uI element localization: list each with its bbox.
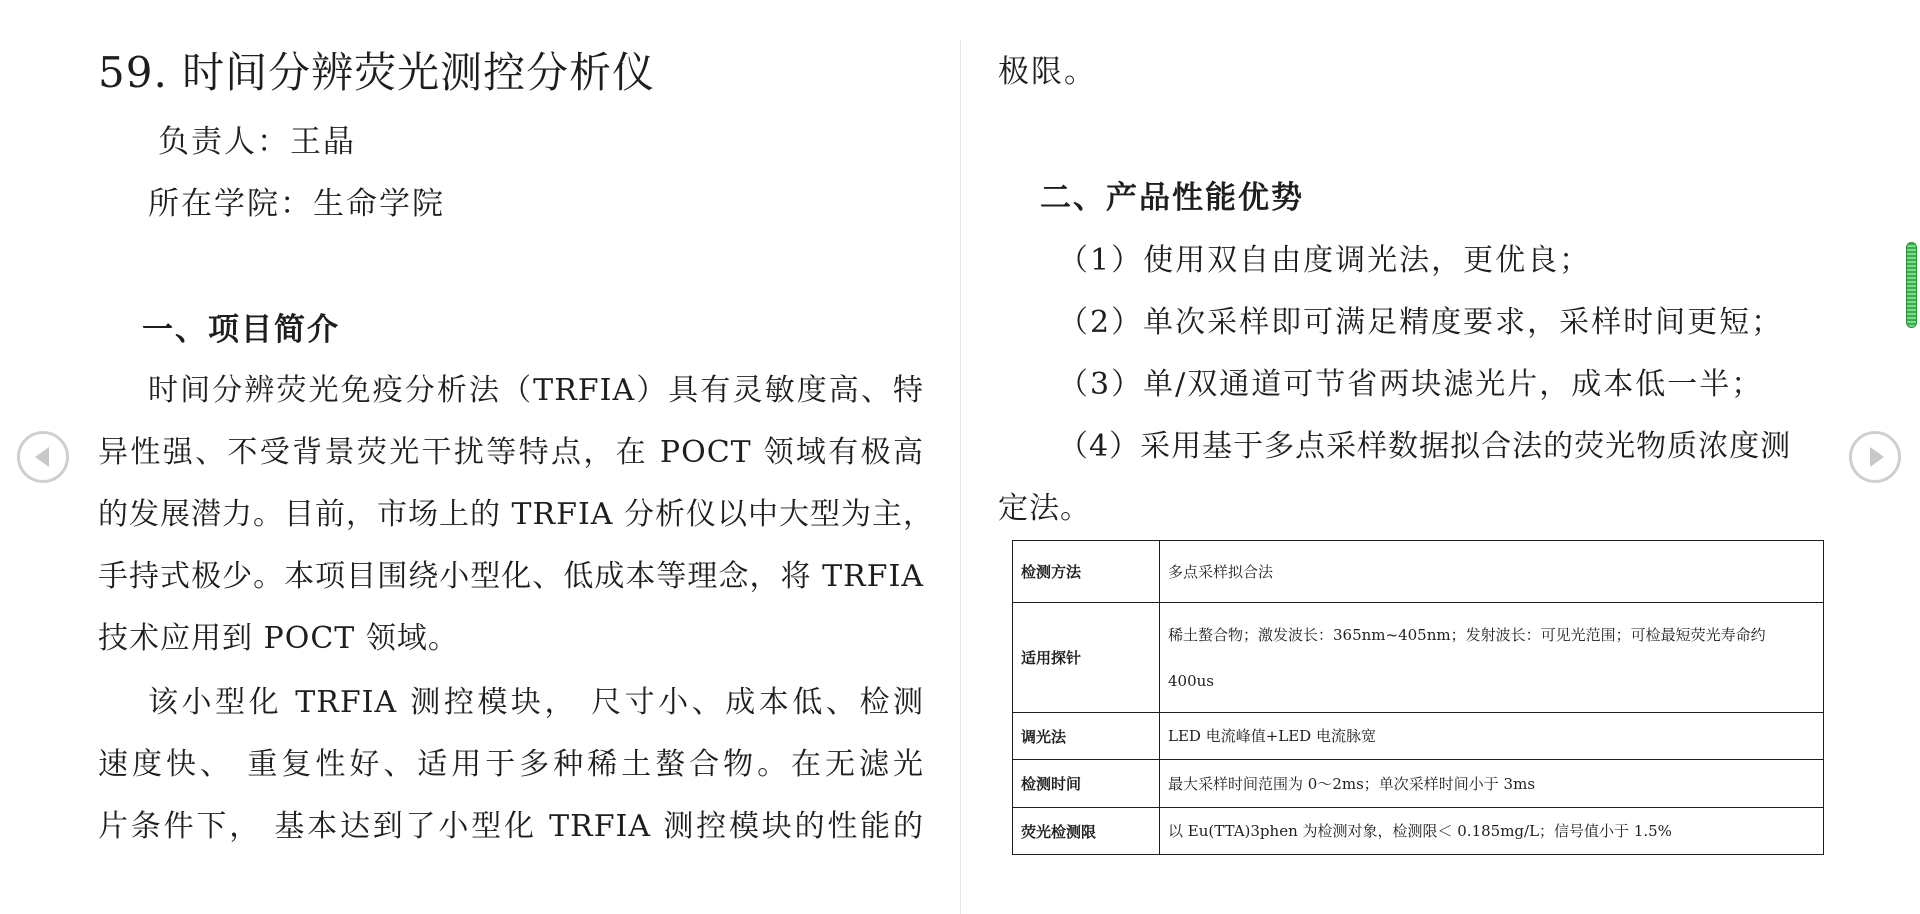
table-row xyxy=(1013,603,1824,713)
table-label-cell: 检测时间 xyxy=(1013,760,1160,808)
table-row xyxy=(1013,760,1824,808)
section-heading-advantages: 二、产品性能优势 xyxy=(1040,180,1304,216)
table-row xyxy=(1013,541,1824,603)
advantage-item-2: （2）单次采样即可满足精度要求，采样时间更短； xyxy=(1058,305,1784,340)
table-value-line: 稀土螯合物；激发波长：365nm~405nm；发射波长：可见光范围；可检最短荧光寿命约 xyxy=(1168,625,1766,644)
table-row xyxy=(1013,808,1824,855)
table-value-cell: 以 Eu(TTA)3phen 为检测对象，检测限＜ 0.185mg/L；信号值小于 1.5% xyxy=(1160,808,1824,855)
paragraph-line: （4）采用基于多点采样数据拟合法的荧光物质浓度测 xyxy=(1058,429,1792,464)
paragraph-line: 片条件下， 基本达到了小型化 TRFIA 测控模块的性能的 xyxy=(98,809,924,844)
table-value-cell xyxy=(1160,603,1824,713)
prev-page-button[interactable] xyxy=(17,431,69,483)
table-row xyxy=(1013,713,1824,760)
table-value-line: 400us xyxy=(1168,671,1214,690)
table-label-cell: 适用探针 xyxy=(1013,603,1160,713)
intro-paragraph xyxy=(98,360,935,670)
advantage-item-4 xyxy=(998,416,1792,540)
section-heading-intro: 一、项目简介 xyxy=(142,312,340,348)
paragraph-line: 速度快、 重复性好、适用于多种稀土螯合物。在无滤光 xyxy=(98,747,924,782)
table-label-cell: 调光法 xyxy=(1013,713,1160,760)
scrollbar-thumb[interactable] xyxy=(1906,242,1917,328)
table-value-cell: LED 电流峰值+LED 电流脉宽 xyxy=(1160,713,1824,760)
table-value-cell: 最大采样时间范围为 0～2ms；单次采样时间小于 3ms xyxy=(1160,760,1824,808)
advantage-item-3: （3）单/双通道可节省两块滤光片，成本低一半； xyxy=(1058,367,1764,402)
paragraph-line: 异性强、不受背景荧光干扰等特点，在 POCT 领域有极高 xyxy=(98,435,924,470)
paragraph-line: 的发展潜力。目前，市场上的 TRFIA 分析仪以中大型为主， xyxy=(98,497,935,532)
module-paragraph xyxy=(98,672,924,858)
chevron-right-icon xyxy=(1870,447,1884,467)
chevron-left-icon xyxy=(35,447,49,467)
owner-line: 负责人：王晶 xyxy=(158,124,356,160)
advantage-item-1: （1）使用双自由度调光法，更优良； xyxy=(1058,243,1592,278)
page-title: 59. 时间分辨荧光测控分析仪 xyxy=(98,48,656,97)
paragraph-line: 时间分辨荧光免疫分析法（TRFIA）具有灵敏度高、特 xyxy=(148,373,924,408)
paragraph-line: 定法。 xyxy=(998,491,1091,526)
paragraph-line: 该小型化 TRFIA 测控模块， 尺寸小、成本低、检测 xyxy=(148,685,924,720)
continuation-text: 极限。 xyxy=(998,54,1097,90)
spec-table xyxy=(1012,540,1824,855)
paragraph-line: 手持式极少。本项目围绕小型化、低成本等理念，将 TRFIA xyxy=(98,559,924,594)
table-label-cell: 荧光检测限 xyxy=(1013,808,1160,855)
table-label-cell: 检测方法 xyxy=(1013,541,1160,603)
next-page-button[interactable] xyxy=(1849,431,1901,483)
table-value-cell: 多点采样拟合法 xyxy=(1160,541,1824,603)
paragraph-line: 技术应用到 POCT 领域。 xyxy=(98,621,459,656)
college-line: 所在学院：生命学院 xyxy=(148,186,445,222)
